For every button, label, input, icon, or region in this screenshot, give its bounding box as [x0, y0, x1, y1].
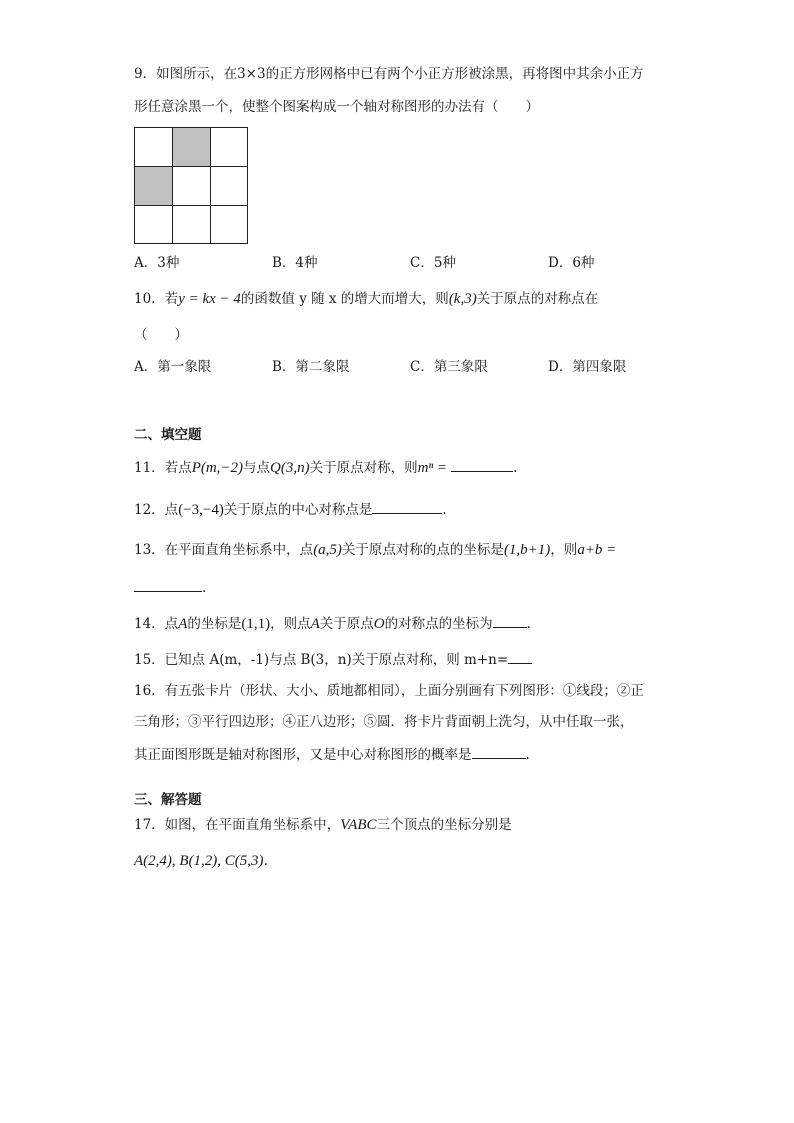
q13-answer-blank[interactable]: [134, 576, 202, 592]
q16-end: .: [525, 747, 530, 763]
q11-text-c: 关于原点对称，则: [309, 460, 418, 476]
q11-point-q: Q(3,n): [270, 460, 310, 476]
q10-suffix: 关于原点的对称点在: [476, 291, 599, 307]
q17-end: .: [263, 853, 268, 869]
q12-text-b: 关于原点的中心对称点是: [223, 502, 373, 518]
q11-answer-blank[interactable]: [451, 456, 513, 472]
q13-point: (a,5): [313, 542, 342, 558]
grid-cell-r3c1: [134, 205, 173, 244]
q14-end: .: [526, 616, 531, 632]
q10-point: (k,3): [448, 291, 477, 307]
q10-option-a: A．第一象限: [134, 359, 212, 375]
q13-line2: [134, 576, 206, 598]
q14-coords: (1,1): [241, 616, 271, 632]
section-heading-fill-in: 二、填空题: [134, 427, 202, 443]
section-heading-solve: 三、解答题: [134, 792, 202, 808]
q9-option-d: D．6种: [548, 255, 595, 271]
q14-point-a: A: [178, 616, 188, 632]
grid-cell-r1c1: [134, 127, 173, 167]
q10-line1: [134, 289, 598, 309]
q10-prefix: 10．若: [134, 291, 179, 307]
q11-text-a: 11．若点: [134, 460, 192, 476]
q13-text-b: 关于原点对称的点的坐标是: [341, 542, 504, 558]
q17-line2: [134, 851, 268, 871]
q16-line3-text: 其正面图形既是轴对称图形，又是中心对称图形的概率是: [134, 747, 472, 763]
q13-text-a: 13．在平面直角坐标系中，点: [134, 542, 314, 558]
q9-option-a: A．3种: [134, 255, 180, 271]
q15-answer-blank[interactable]: [508, 648, 532, 664]
q13-end: .: [202, 580, 207, 596]
q9-line2: 形任意涂黑一个，使整个图案构成一个轴对称图形的办法有（ ）: [134, 99, 539, 115]
grid-cell-r2c2: [172, 166, 211, 206]
q12-text-a: 12．点: [134, 502, 179, 518]
q14-point-a2: A: [310, 616, 320, 632]
q14-text-d: 关于原点: [319, 616, 374, 632]
q13-point-image: (1,b+1): [503, 542, 551, 558]
grid-cell-r2c3: [210, 166, 248, 206]
q17-text-a: 17．如图，在平面直角坐标系中，: [134, 817, 341, 833]
grid-cell-r3c2: [172, 205, 211, 244]
q15: [134, 648, 532, 670]
q10-option-d: D．第四象限: [548, 359, 627, 375]
q12-end: .: [442, 502, 447, 518]
q16-answer-blank[interactable]: [472, 743, 526, 759]
q11-text-b: 与点: [243, 460, 271, 476]
q10-mid: 的函数值 y 随 x 的增大而增大，则: [240, 291, 449, 307]
q9-option-b: B．4种: [272, 255, 318, 271]
q17-triangle: VABC: [340, 817, 377, 833]
q10-function: y = kx − 4: [178, 291, 241, 307]
q17-text-b: 三个顶点的坐标分别是: [376, 817, 512, 833]
q16-line1: 16．有五张卡片（形状、大小、质地都相同），上面分别画有下列图形：①线段；②正: [134, 683, 644, 699]
grid-cell-r1c3: [210, 127, 248, 167]
q12-answer-blank[interactable]: [372, 498, 442, 514]
q14-text-b: 的坐标是: [187, 616, 242, 632]
grid-cell-r1c2-shaded: [172, 127, 211, 167]
q10-option-b: B．第二象限: [272, 359, 350, 375]
q14-origin: O: [373, 616, 385, 632]
q9-grid-figure: [134, 127, 248, 244]
q11-expr: mⁿ =: [417, 460, 448, 476]
q10-option-c: C．第三象限: [410, 359, 488, 375]
grid-cell-r2c1-shaded: [134, 166, 173, 206]
q16-line2: 三角形；③平行四边形；④正八边形；⑤圆．将卡片背面朝上洗匀，从中任取一张，: [134, 714, 634, 730]
q14: [134, 612, 531, 634]
q13: [134, 540, 616, 560]
q14-answer-blank[interactable]: [493, 612, 527, 628]
q12-point: (−3,−4): [178, 502, 224, 518]
q17-line1: [134, 815, 512, 835]
q16-line3: [134, 743, 530, 765]
grid-cell-r3c3: [210, 205, 248, 244]
q10-paren: （ ）: [134, 327, 188, 343]
q17-coordinates: A(2,4), B(1,2), C(5,3): [134, 853, 264, 869]
q11-point-p: P(m,−2): [191, 460, 244, 476]
q14-text-c: ，则点: [270, 616, 311, 632]
q14-text-e: 的对称点的坐标为: [384, 616, 493, 632]
q13-text-c: ，则: [550, 542, 578, 558]
q11: [134, 456, 517, 478]
q13-expr: a+b =: [577, 542, 617, 558]
q9-line1: 9．如图所示，在3×3的正方形网格中已有两个小正方形被涂黑，再将图中其余小正方: [134, 66, 644, 82]
q11-end: .: [513, 460, 518, 476]
q12: [134, 498, 447, 520]
q9-option-c: C．5种: [410, 255, 456, 271]
q15-text: 15．已知点 A(m，-1)与点 B(3，n)关于原点对称，则 m+n=: [134, 652, 509, 668]
q14-text-a: 14．点: [134, 616, 179, 632]
